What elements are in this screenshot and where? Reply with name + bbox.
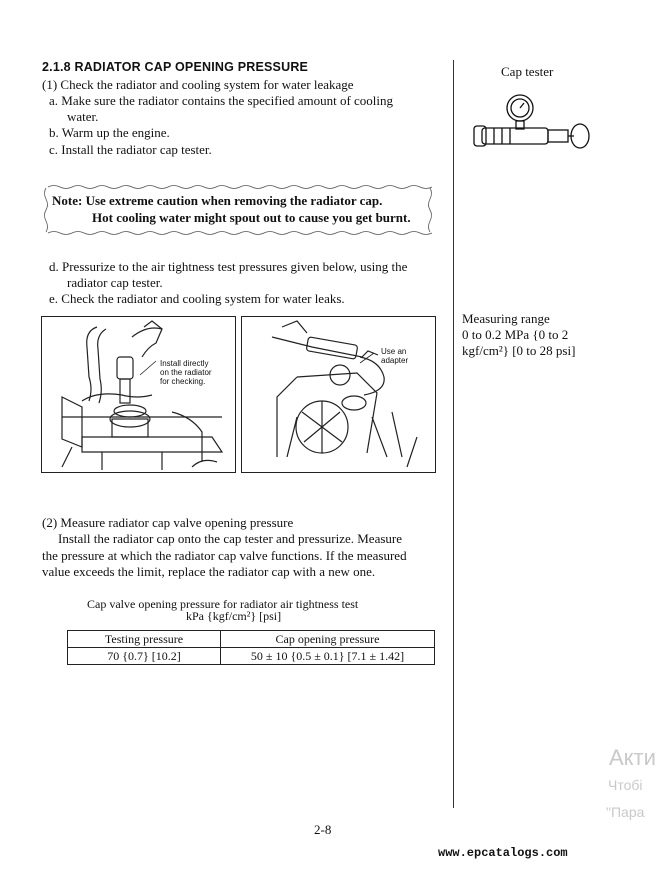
radiator-adapter-illustration <box>242 317 435 472</box>
step-d-line2: radiator cap tester. <box>67 275 163 290</box>
section-heading: 2.1.8 RADIATOR CAP OPENING PRESSURE <box>42 60 309 74</box>
header-cap-opening-pressure: Cap opening pressure <box>221 631 435 648</box>
step-2-para-1: Install the radiator cap onto the cap tester and pressurize. Measure <box>58 531 402 546</box>
figure-direct-install <box>41 316 236 473</box>
step-d-line1: d. Pressurize to the air tightness test pressures given below, using the <box>49 259 408 274</box>
source-url: www.epcatalogs.com <box>438 846 568 860</box>
measuring-range-line-2: kgf/cm²} [0 to 28 psi] <box>462 343 576 358</box>
figure-adapter-install <box>241 316 436 473</box>
note-line-2: Hot cooling water might spout out to cause you get burnt. <box>92 210 411 225</box>
step-c: c. Install the radiator cap tester. <box>49 142 212 157</box>
cap-tester-caption: Cap tester <box>501 64 554 79</box>
measuring-range-line-1: 0 to 0.2 MPa {0 to 2 <box>462 327 569 342</box>
step-a-line2: water. <box>67 109 99 124</box>
step-2-para-3: value exceeds the limit, replace the radiator cap with a new one. <box>42 564 376 579</box>
page-number: 2-8 <box>314 822 332 837</box>
left-figure-label-3: for checking. <box>160 377 206 386</box>
measuring-range-title: Measuring range <box>462 311 550 326</box>
table-caption-2: kPa {kgf/cm²} [psi] <box>186 609 282 623</box>
step-1-title: (1) Check the radiator and cooling system for water leakage <box>42 77 354 92</box>
right-figure-label-1: Use an <box>381 347 407 356</box>
header-testing-pressure: Testing pressure <box>68 631 221 648</box>
left-figure-label-1: Install directly <box>160 359 209 368</box>
watermark-line-3: "Пара <box>606 804 645 820</box>
cell-testing-pressure: 70 {0.7} [10.2] <box>68 648 221 665</box>
step-2-para-2: the pressure at which the radiator cap valve functions. If the measured <box>42 548 407 563</box>
watermark-line-2: Чтобі <box>608 777 643 793</box>
table-header-row <box>68 631 435 648</box>
cell-cap-opening-pressure: 50 ± 10 {0.5 ± 0.1} [7.1 ± 1.42] <box>221 648 435 665</box>
step-e: e. Check the radiator and cooling system for water leaks. <box>49 291 345 306</box>
right-figure-label-2: adapter <box>381 356 409 365</box>
table-row <box>68 648 435 665</box>
radiator-tester-illustration <box>42 317 235 472</box>
step-a-line1: a. Make sure the radiator contains the specified amount of cooling <box>49 93 394 108</box>
cap-pressure-table <box>67 630 435 665</box>
step-b: b. Warm up the engine. <box>49 125 170 140</box>
note-line-1: Note: Use extreme caution when removing the radiator cap. <box>52 193 383 208</box>
left-figure-label-2: on the radiator <box>160 368 212 377</box>
step-2-title: (2) Measure radiator cap valve opening pressure <box>42 515 294 530</box>
column-divider <box>453 60 454 808</box>
table-caption-1: Cap valve opening pressure for radiator air tightness test <box>87 597 359 611</box>
caution-note <box>42 184 434 236</box>
cap-tester-illustration <box>470 90 595 162</box>
watermark-line-1: Акти <box>609 745 656 770</box>
